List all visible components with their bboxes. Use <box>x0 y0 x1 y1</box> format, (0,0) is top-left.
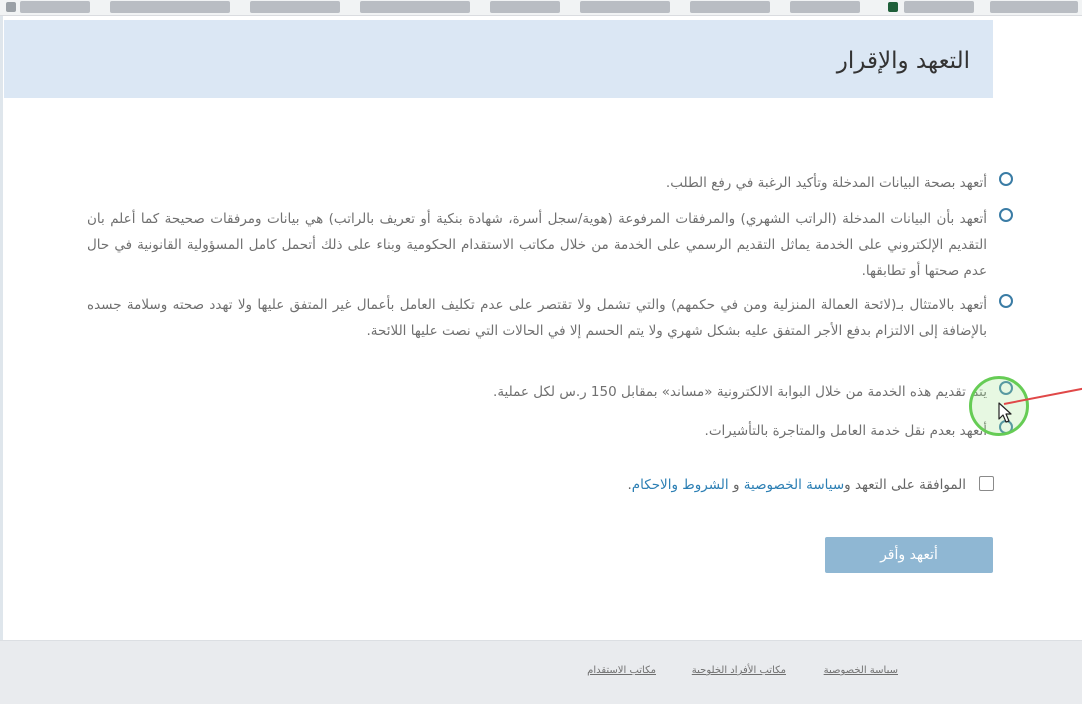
radio-circle-icon[interactable] <box>999 294 1013 308</box>
page-title: التعهد والإقرار <box>836 48 970 74</box>
agreement-middle: و <box>728 477 744 493</box>
pledge-text: أتعهد بأن البيانات المدخلة (الراتب الشهري) والمرفقات المرفوعة (هوية/سجل أسرة، شهادة بنكية أو تعريف بالراتب) هي بيانات ومرفقات صحيحة كما أعلم بان التقديم الإلكتروني على الخدمة يماثل التقديم الرسمي على الخدمة من خلال مكاتب الاستقدام الحكومية وبناء على ذلك أتحمل كامل المسؤولية القانونية في حال عدم صحتها أو تطابقها. <box>87 211 987 279</box>
footer-link-privacy[interactable]: سياسة الخصوصية <box>823 665 898 676</box>
radio-circle-icon[interactable] <box>999 172 1013 186</box>
pledge-submit-button[interactable]: أتعهد وأقر <box>825 537 993 573</box>
agreement-row <box>627 474 994 496</box>
pledge-text: أتعهد بالامتثال بـ(لائحة العمالة المنزلية ومن في حكمهم) والتي تشمل ولا تقتصر على عدم تكليف العامل بأعمال غير المتفق عليها ولا تهدد صحته وسلامة جسده بالإضافة إلى الالتزام بدفع الأجر المتفق عليه بشكل شهري ولا يتم الحسم إلا في الحالات التي نصت عليها اللائحة. <box>87 297 987 339</box>
radio-circle-icon[interactable] <box>999 208 1013 222</box>
pledge-item[interactable] <box>87 418 987 444</box>
pledge-item[interactable] <box>87 170 987 196</box>
pledge-item[interactable] <box>87 206 987 284</box>
footer-link-recruitment-offices[interactable]: مكاتب الاستقدام <box>587 665 656 676</box>
pledge-text: أتعهد بصحة البيانات المدخلة وتأكيد الرغبة في رفع الطلب. <box>665 175 987 191</box>
privacy-policy-link[interactable]: سياسة الخصوصية <box>743 477 845 493</box>
agreement-text <box>627 474 966 496</box>
agreement-suffix: . <box>627 477 632 493</box>
footer <box>0 640 1082 704</box>
footer-link-gulf-offices[interactable]: مكاتب الأفراد الخلوجية <box>691 665 786 676</box>
checkbox-icon[interactable] <box>979 476 994 491</box>
mouse-pointer-icon <box>998 402 1012 424</box>
pledge-item[interactable] <box>87 379 987 405</box>
pledge-text: يتم تقديم هذه الخدمة من خلال البوابة الالكترونية «مساند» بمقابل 150 ر.س لكل عملية. <box>493 384 987 400</box>
pledge-item[interactable] <box>87 292 987 344</box>
terms-link[interactable]: الشروط والاحكام <box>631 477 729 493</box>
pledge-text: أتعهد بعدم نقل خدمة العامل والمتاجرة بالتأشيرات. <box>704 423 987 439</box>
agreement-prefix: الموافقة على التعهد و <box>844 477 966 493</box>
